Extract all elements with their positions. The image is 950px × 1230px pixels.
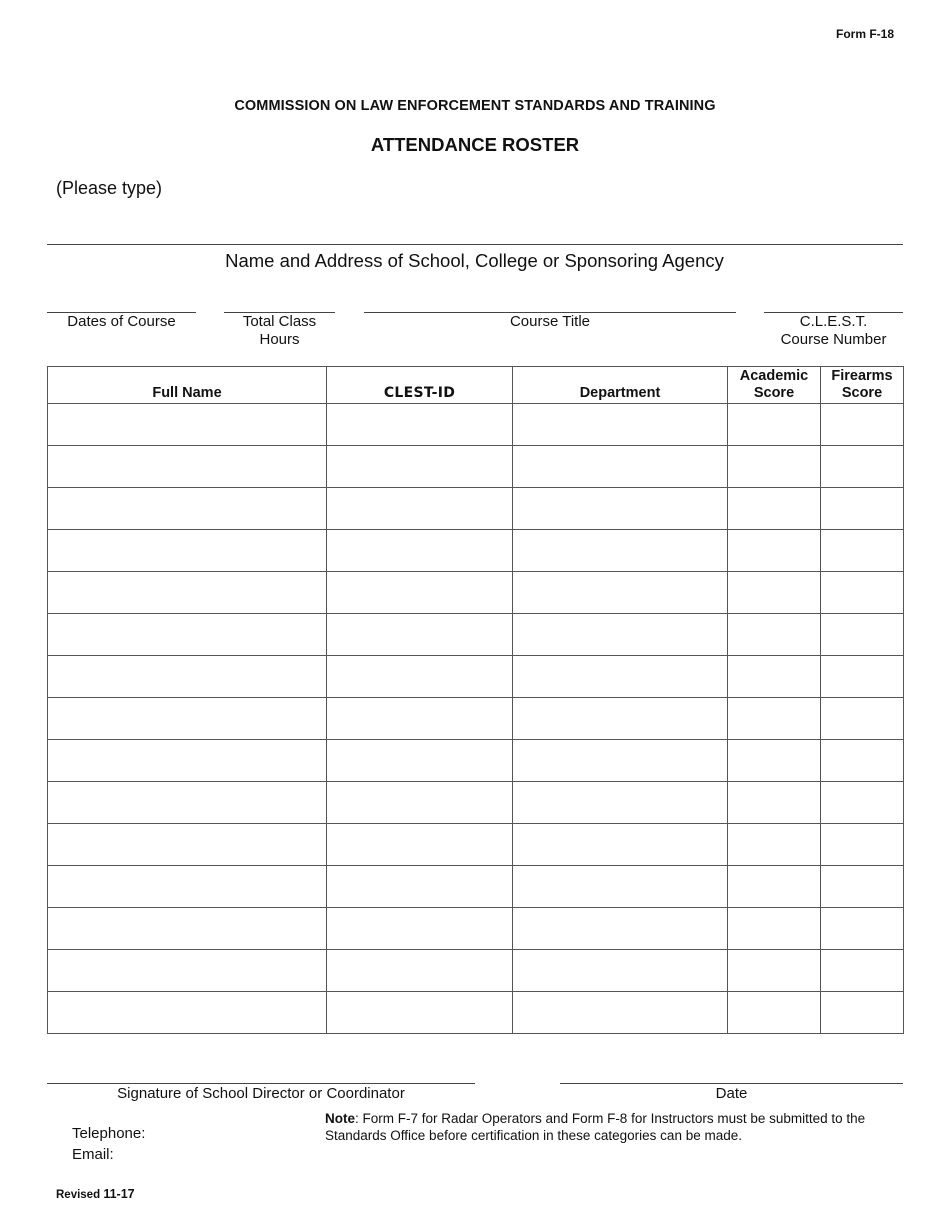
cell-department[interactable]: [513, 950, 728, 992]
cell-department[interactable]: [513, 824, 728, 866]
cell-department[interactable]: [513, 698, 728, 740]
date-line[interactable]: [560, 1083, 903, 1084]
cell-full-name[interactable]: [48, 866, 327, 908]
cell-clest-id[interactable]: [327, 614, 513, 656]
cell-department[interactable]: [513, 614, 728, 656]
table-row: [48, 404, 904, 446]
cell-full-name[interactable]: [48, 404, 327, 446]
table-row: [48, 530, 904, 572]
cell-full-name[interactable]: [48, 824, 327, 866]
cell-academic-score[interactable]: [728, 782, 821, 824]
cell-department[interactable]: [513, 992, 728, 1034]
cell-academic-score[interactable]: [728, 530, 821, 572]
email-label: Email:: [72, 1146, 114, 1163]
table-row: [48, 824, 904, 866]
column-header-academic-score: Academic Score: [728, 367, 821, 404]
cell-firearms-score[interactable]: [821, 782, 904, 824]
telephone-label: Telephone:: [72, 1125, 146, 1142]
cell-academic-score[interactable]: [728, 698, 821, 740]
table-row: [48, 656, 904, 698]
revision-info: Revised 11-17: [56, 1187, 135, 1201]
table-row: [48, 488, 904, 530]
course-number-label: C.L.E.S.T. Course Number: [780, 313, 887, 348]
cell-clest-id[interactable]: [327, 740, 513, 782]
cell-clest-id[interactable]: [327, 572, 513, 614]
form-id: Form F-18: [835, 27, 894, 41]
cell-department[interactable]: [513, 908, 728, 950]
cell-full-name[interactable]: [48, 530, 327, 572]
submission-note: [325, 1110, 905, 1144]
cell-firearms-score[interactable]: [821, 950, 904, 992]
cell-firearms-score[interactable]: [821, 866, 904, 908]
cell-clest-id[interactable]: [327, 530, 513, 572]
cell-clest-id[interactable]: [327, 446, 513, 488]
column-header-firearms-score: Firearms Score: [821, 367, 904, 404]
cell-firearms-score[interactable]: [821, 404, 904, 446]
cell-academic-score[interactable]: [728, 740, 821, 782]
date-label: Date: [715, 1085, 748, 1102]
course-title-label: Course Title: [509, 313, 591, 330]
cell-full-name[interactable]: [48, 740, 327, 782]
cell-clest-id[interactable]: [327, 782, 513, 824]
cell-clest-id[interactable]: [327, 908, 513, 950]
column-header-department: Department: [513, 367, 728, 404]
cell-full-name[interactable]: [48, 488, 327, 530]
table-row: [48, 950, 904, 992]
school-name-line[interactable]: [47, 244, 903, 245]
cell-clest-id[interactable]: [327, 656, 513, 698]
table-row: [48, 614, 904, 656]
table-row: [48, 866, 904, 908]
cell-academic-score[interactable]: [728, 614, 821, 656]
cell-firearms-score[interactable]: [821, 992, 904, 1034]
cell-academic-score[interactable]: [728, 824, 821, 866]
cell-firearms-score[interactable]: [821, 446, 904, 488]
cell-department[interactable]: [513, 782, 728, 824]
cell-firearms-score[interactable]: [821, 656, 904, 698]
cell-department[interactable]: [513, 446, 728, 488]
cell-clest-id[interactable]: [327, 488, 513, 530]
cell-full-name[interactable]: [48, 614, 327, 656]
cell-full-name[interactable]: [48, 446, 327, 488]
cell-department[interactable]: [513, 572, 728, 614]
table-row: [48, 908, 904, 950]
attendance-roster-table: [47, 366, 904, 1034]
note-text: : Form F-7 for Radar Operators and Form F-8 for Instructors must be submitted to the Standards Office before certification in these categories can be made.: [325, 1111, 866, 1143]
cell-department[interactable]: [513, 530, 728, 572]
cell-full-name[interactable]: [48, 656, 327, 698]
cell-firearms-score[interactable]: [821, 908, 904, 950]
column-header-full-name: Full Name: [48, 367, 327, 404]
cell-clest-id[interactable]: [327, 992, 513, 1034]
cell-department[interactable]: [513, 488, 728, 530]
cell-firearms-score[interactable]: [821, 572, 904, 614]
cell-firearms-score[interactable]: [821, 488, 904, 530]
cell-academic-score[interactable]: [728, 866, 821, 908]
cell-firearms-score[interactable]: [821, 614, 904, 656]
cell-academic-score[interactable]: [728, 950, 821, 992]
contact-info: [72, 1123, 145, 1165]
school-name-label: Name and Address of School, College or Sponsoring Agency: [225, 250, 724, 271]
table-row: [48, 782, 904, 824]
instruction-text: (Please type): [56, 178, 163, 198]
table-row: [48, 446, 904, 488]
cell-clest-id[interactable]: [327, 866, 513, 908]
cell-department[interactable]: [513, 740, 728, 782]
cell-department[interactable]: [513, 656, 728, 698]
agency-name: COMMISSION ON LAW ENFORCEMENT STANDARDS AND TRAINING: [234, 98, 716, 114]
table-row: [48, 572, 904, 614]
page-title: ATTENDANCE ROSTER: [370, 134, 580, 155]
table-row: [48, 992, 904, 1034]
column-header-clest-id: CLEST-ID: [327, 367, 513, 404]
cell-department[interactable]: [513, 866, 728, 908]
cell-department[interactable]: [513, 404, 728, 446]
cell-full-name[interactable]: [48, 572, 327, 614]
total-class-hours-label: Total Class Hours: [242, 313, 317, 348]
cell-academic-score[interactable]: [728, 908, 821, 950]
cell-clest-id[interactable]: [327, 824, 513, 866]
roster-body: [48, 404, 904, 1034]
signature-label: Signature of School Director or Coordinator: [117, 1085, 405, 1102]
cell-academic-score[interactable]: [728, 572, 821, 614]
cell-firearms-score[interactable]: [821, 824, 904, 866]
cell-firearms-score[interactable]: [821, 698, 904, 740]
cell-full-name[interactable]: [48, 950, 327, 992]
cell-full-name[interactable]: [48, 698, 327, 740]
cell-clest-id[interactable]: [327, 698, 513, 740]
table-row: [48, 698, 904, 740]
table-row: [48, 740, 904, 782]
table-header-row: [48, 367, 904, 404]
cell-academic-score[interactable]: [728, 488, 821, 530]
revision-date: 11-17: [103, 1187, 135, 1201]
cell-firearms-score[interactable]: [821, 530, 904, 572]
cell-clest-id[interactable]: [327, 404, 513, 446]
cell-full-name[interactable]: [48, 782, 327, 824]
cell-full-name[interactable]: [48, 992, 327, 1034]
cell-full-name[interactable]: [48, 908, 327, 950]
dates-of-course-label: Dates of Course: [67, 313, 176, 330]
cell-academic-score[interactable]: [728, 446, 821, 488]
cell-firearms-score[interactable]: [821, 740, 904, 782]
cell-academic-score[interactable]: [728, 404, 821, 446]
cell-clest-id[interactable]: [327, 950, 513, 992]
cell-academic-score[interactable]: [728, 992, 821, 1034]
note-label: Note: [325, 1111, 355, 1126]
cell-academic-score[interactable]: [728, 656, 821, 698]
signature-line[interactable]: [47, 1083, 475, 1084]
